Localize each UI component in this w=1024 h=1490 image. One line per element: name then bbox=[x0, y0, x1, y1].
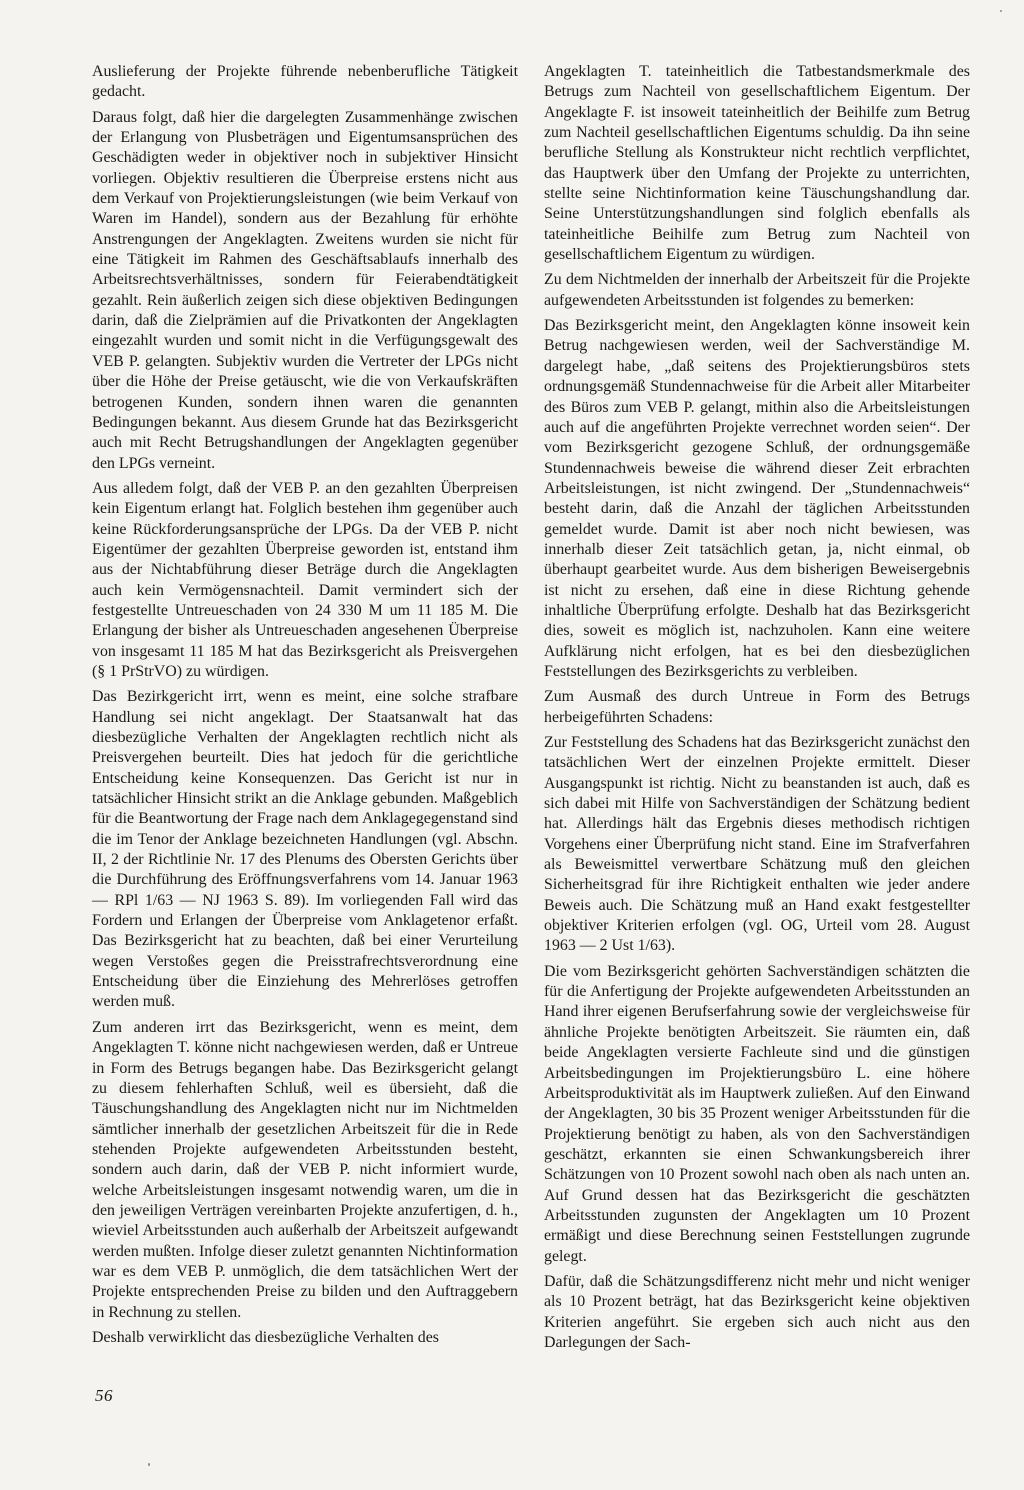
paragraph: Zum anderen irrt das Bezirksgericht, wenn es meint, dem Angeklagten T. könne nicht nachgewiesen werden, daß er Untreue in Form des Betrugs begangen habe. Das Bezirksgericht gelangt zu diesem fehlerhaften Schluß, weil es übersieht, daß die Täuschungshandlung des Angeklagten nicht nur im Nichtmelden sämtlicher innerhalb der gesetzlichen Arbeitszeit für die in Rede stehenden Projekte aufgewendeten Arbeitsstunden besteht, sondern auch darin, daß der VEB P. nicht informiert wurde, welche Arbeitsleistungen insgesamt notwendig waren, um die in den jeweiligen Verträgen vereinbarten Projekte anzufertigen, d. h., wieviel Arbeitsstunden auch außerhalb der Arbeitszeit aufgewandt werden mußten. Infolge dieser zuletzt genannten Nichtinformation war es dem VEB P. unmöglich, die dem tatsächlichen Wert der Projekte entsprechenden Preise zu bilden und den Auftraggebern in Rechnung zu stellen. bbox=[92, 1018, 518, 1321]
paragraph: Dafür, daß die Schätzungsdifferenz nicht mehr und nicht weniger als 10 Prozent beträgt, hat das Bezirksgericht keine objektiven Kriterien angeführt. Sie ergeben sich auch nicht aus den Darlegungen der Sach- bbox=[544, 1272, 970, 1351]
paragraph: Aus alledem folgt, daß der VEB P. an den gezahlten Überpreisen kein Eigentum erlangt hat. Folglich bestehen ihm gegenüber auch keine Rückforderungsansprüche der LPGs. Da der VEB P. nicht Eigentümer der gezahlten Überpreise geworden ist, entstand ihm aus der Nichtabführung dieser Beträge durch die Angeklagten auch kein Vermögensnachteil. Damit vermindert sich der festgestellte Untreueschaden von 24 330 M um 11 185 M. Die Erlangung der bisher als Untreueschaden angesehenen Überpreise von insgesamt 11 185 M hat das Bezirksgericht als Preisvergehen (§ 1 PrStrVO) zu würdigen. bbox=[92, 479, 518, 680]
scan-speck bbox=[148, 1463, 150, 1466]
paragraph: Die vom Bezirksgericht gehörten Sachverständigen schätzten die für die Anfertigung der Projekte aufgewendeten Arbeitsstunden an Hand ihrer eigenen Berufserfahrung sowie der vergleichsweise für ähnliche Projekte benötigten Arbeitszeit. Sie räumten ein, daß beide Angeklagten versierte Fachleute sind und die günstigen Arbeitsbedingungen im Projektierungsbüro L. eine höhere Arbeitsproduktivität als im Hauptwerk zuließen. Auf den Einwand der Angeklagten, 30 bis 35 Prozent weniger Arbeitsstunden für die Projektierung benötigt zu haben, als von den Sachverständigen geschätzt, erkannten sie einen Schwankungsbereich ihrer Schätzungen von 10 Prozent sowohl nach oben als nach unten an. Auf Grund dessen hat das Bezirksgericht die geschätzten Arbeitsstunden zugunsten der Angeklagten um 10 Prozent ermäßigt und diese Berechnung seinen Feststellungen zugrunde gelegt. bbox=[544, 962, 970, 1265]
scan-speck bbox=[1000, 10, 1002, 12]
paragraph: Zum Ausmaß des durch Untreue in Form des Betrugs herbeigeführten Schadens: bbox=[544, 688, 970, 726]
paragraph: Zur Feststellung des Schadens hat das Bezirksgericht zunächst den tatsächlichen Wert der einzelnen Projekte ermittelt. Dieser Ausgangspunkt ist richtig. Nicht zu beanstanden ist auch, daß es sich dabei mit Hilfe von Sachverständigen der Schätzung bedient hat. Allerdings hält das Ergebnis dieses methodisch richtigen Vorgehens einer Überprüfung nicht stand. Eine im Strafverfahren als Beweismittel verwertbare Schätzung muß den gleichen Sicherheitsgrad für ihre Richtigkeit enthalten wie jeder andere Beweis auch. Die Schätzung muß an Hand exakt festgestellter objektiver Kriterien erfolgen (vgl. OG, Urteil vom 28. August 1963 — 2 Ust 1/63). bbox=[544, 734, 970, 955]
paragraph: Deshalb verwirklicht das diesbezügliche Verhalten des bbox=[92, 1328, 439, 1346]
paragraph: Auslieferung der Projekte führende nebenberufliche Tätigkeit gedacht. bbox=[92, 63, 518, 101]
paragraph: Das Bezirksgericht meint, den Angeklagten könne insoweit kein Betrug nachgewiesen werden, weil der Sachverständige M. dargelegt habe, „daß seitens des Projektierungsbüros stets ordnungsgemäß Stundennachweise für die Arbeit aller Mitarbeiter des Büros zum VEB P. gelangt, mithin also die Arbeitsleistungen auch auf die angeführten Projekte verrechnet worden seien“. Der vom Bezirksgericht gezogene Schluß, der ordnungsgemäße Stundennachweis beweise die während dieser Zeit erbrachten Arbeitsleistungen, ist nicht zwingend. Der „Stundennachweis“ besteht darin, daß die Anzahl der täglichen Arbeitsstunden gemeldet wurde. Damit ist aber noch nicht bewiesen, was innerhalb dieser Zeit tatsächlich getan, ja, nicht einmal, ob überhaupt gearbeitet wurde. Aus dem bisherigen Beweisergebnis ist nicht zu ersehen, daß eine in diese Richtung gehende inhaltliche Überprüfung erfolgte. Deshalb hat das Bezirksgericht dies, soweit es möglich ist, nachzuholen. Kann eine weitere Aufklärung nicht erfolgen, hat es bei den diesbezüglichen Feststellungen des Bezirksgerichts zu verbleiben. bbox=[544, 317, 970, 680]
paragraph: Daraus folgt, daß hier die dargelegten Zusammenhänge zwischen der Erlangung von Plusbeträgen und Eigentumsansprüchen des Geschädigten weder in objektiver noch in subjektiver Hinsicht vorliegen. Objektiv resultieren die Überpreise erstens nicht aus dem Verkauf von Projektierungsleistungen (wie beim Verkauf von Waren im Handel), sondern aus der Bezahlung für erhöhte Anstrengungen der Angeklagten. Zweitens wurden sie nicht für eine Tätigkeit im Rahmen des Geschäftsablaufs innerhalb des Arbeitsrechtsverhältnisses, sondern für Feierabendtätigkeit gezahlt. Rein äußerlich zeigen sich diese objektiven Bedingungen darin, daß die Zielprämien auf die Privatkonten der Angeklagten eingezahlt wurden und somit nicht in die Verfügungsgewalt des VEB P. gelangten. Subjektiv wurden die Vertreter der LPGs nicht über die Höhe der Preise getäuscht, wie die von Verkaufskräften betrogenen Kunden, sondern ihnen waren die genannten Bedingungen bekannt. Aus diesem Grunde hat das Bezirksgericht auch mit Recht Betrugshandlungen der Angeklagten gegenüber den LPGs verneint. bbox=[92, 108, 518, 472]
paragraph: Angeklagten T. tateinheitlich die Tatbestandsmerkmale des Betrugs zum Nachteil von gesellschaftlichem Eigentum. Der Angeklagte F. ist insoweit tateinheitlich der Beihilfe zum Betrug zum Nachteil gesellschaftlichen Eigentums schuldig. Da ihn seine berufliche Stellung als Konstrukteur nicht rechtlich verpflichtet, das Hauptwerk über den Umfang der Projekte zu unterrichten, stellte seine Nichtinformation keine Täuschungshandlung dar. Seine Unterstützungshandlungen sind folglich ebenfalls als tateinheitliche Beihilfe zum Betrug zum Nachteil von gesellschaftlichem Eigentum zu würdigen. bbox=[544, 63, 970, 264]
left-text-column bbox=[92, 62, 518, 1353]
paragraph: Das Bezirkgericht irrt, wenn es meint, eine solche strafbare Handlung sei nicht angeklagt. Der Staatsanwalt hat das diesbezügliche Verhalten der Angeklagten rechtlich nicht als Preisvergehen beurteilt. Dies hat jedoch für die gerichtliche Entscheidung keine Konsequenzen. Das Gericht ist nur in tatsächlicher Hinsicht strikt an die Anklage gebunden. Maßgeblich für die Beantwortung der Frage nach dem Anklagegegenstand sind die im Tenor der Anklage bezeichneten Handlungen (vgl. Abschn. II, 2 der Richtlinie Nr. 17 des Plenums des Obersten Gerichts über die Durchführung des Eröffnungsverfahrens vom 14. Januar 1963 — RPl 1/63 — NJ 1963 S. 89). Im vorliegenden Fall wird das Fordern und Erlangen der Überpreise vom Anklagetenor erfaßt. Das Bezirksgericht hat zu beachten, daß bei einer Verurteilung wegen Verstoßes gegen die Preisstrafrechtsverordnung eine Entscheidung über die Einziehung des Mehrerlöses getroffen werden muß. bbox=[92, 688, 518, 1011]
page-number: 56 bbox=[95, 1386, 113, 1405]
paragraph: Zu dem Nichtmelden der innerhalb der Arbeitszeit für die Projekte aufgewendeten Arbeitsstunden ist folgendes zu bemerken: bbox=[544, 271, 970, 309]
right-text-column bbox=[544, 62, 970, 1358]
